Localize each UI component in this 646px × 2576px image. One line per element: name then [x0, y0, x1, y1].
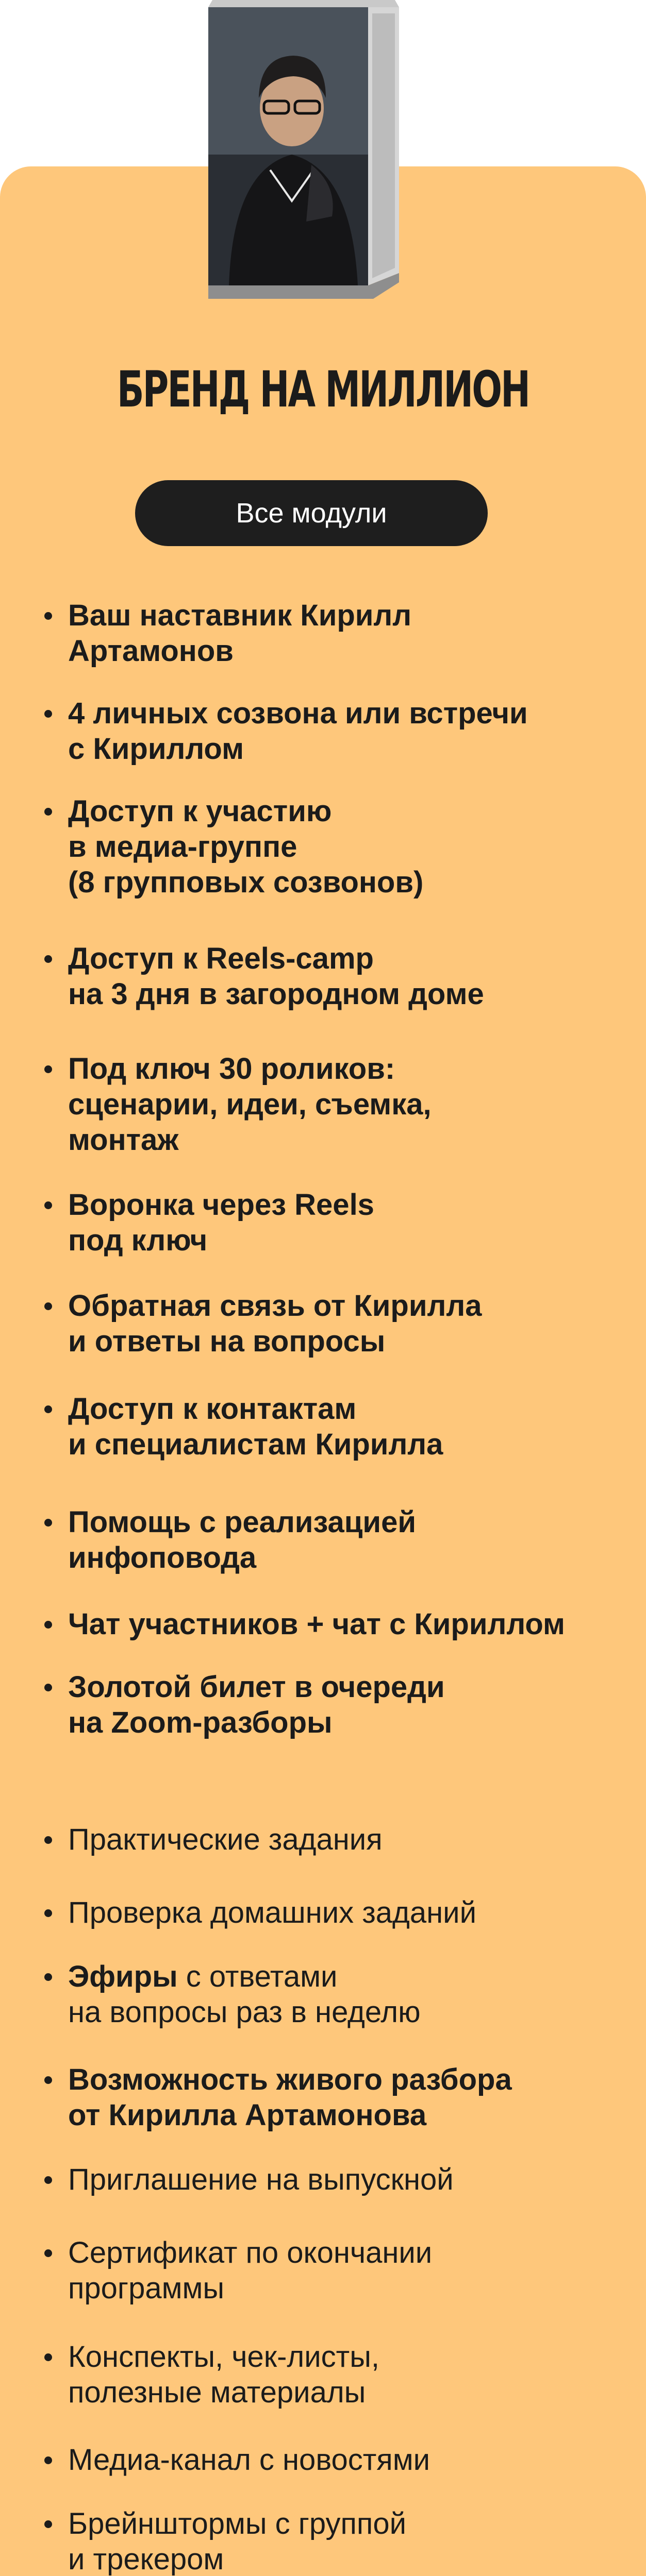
bullet-icon	[44, 2353, 52, 2361]
list-item: Воронка через Reels под ключ	[68, 1187, 615, 1258]
list-item: Практические задания	[68, 1822, 615, 1857]
list-item: Обратная связь от Кирилла и ответы на вопросы	[68, 1288, 615, 1359]
list-item: Доступ к контактам и специалистам Кирилла	[68, 1391, 615, 1462]
list-item: Доступ к Reels-camp на 3 дня в загородном доме	[68, 941, 615, 1012]
list-item: Брейнштормы с группой и трекером	[68, 2506, 615, 2576]
list-item: Сертификат по окончании программы	[68, 2235, 615, 2306]
all-modules-button[interactable]: Все модули	[135, 480, 488, 546]
bullet-icon	[44, 2520, 52, 2528]
bullet-icon	[44, 1302, 52, 1310]
list-item: Медиа-канал с новостями	[68, 2442, 615, 2478]
list-item: Помощь с реализацией инфоповода	[68, 1504, 615, 1575]
bullet-icon	[44, 955, 52, 963]
list-item: Золотой билет в очереди на Zoom-разборы	[68, 1669, 615, 1740]
product-box-image	[208, 0, 399, 299]
bullet-icon	[44, 2076, 52, 2084]
list-item: Ваш наставник Кирилл Артамонов	[68, 598, 615, 669]
bullet-icon	[44, 1621, 52, 1629]
list-item: Доступ к участию в медиа-группе (8 групповых созвонов)	[68, 793, 615, 900]
bullet-icon	[44, 2176, 52, 2184]
bullet-icon	[44, 710, 52, 718]
bullet-icon	[44, 1909, 52, 1917]
bullet-icon	[44, 2456, 52, 2464]
list-item: Конспекты, чек-листы, полезные материалы	[68, 2339, 615, 2410]
list-item: Эфиры с ответами на вопросы раз в неделю	[68, 1959, 615, 2030]
list-item: Проверка домашних заданий	[68, 1895, 615, 1930]
bullet-icon	[44, 2249, 52, 2257]
bullet-icon	[44, 1065, 52, 1073]
list-item: Возможность живого разбора от Кирилла Артамонова	[68, 2062, 615, 2133]
bullet-icon	[44, 1836, 52, 1844]
bullet-icon	[44, 808, 52, 816]
list-item: Чат участников + чат с Кириллом	[68, 1606, 615, 1642]
list-item: Приглашение на выпускной	[68, 2162, 615, 2197]
tariff-title: БРЕНД НА МИЛЛИОН	[117, 361, 529, 418]
bullet-icon	[44, 612, 52, 620]
list-item: Под ключ 30 роликов: сценарии, идеи, съемка, монтаж	[68, 1051, 615, 1158]
bullet-icon	[44, 1405, 52, 1413]
bullet-icon	[44, 1201, 52, 1209]
bullet-icon	[44, 1519, 52, 1527]
bullet-icon	[44, 1684, 52, 1691]
list-item: 4 личных созвона или встречи с Кириллом	[68, 696, 615, 767]
bullet-icon	[44, 1973, 52, 1981]
